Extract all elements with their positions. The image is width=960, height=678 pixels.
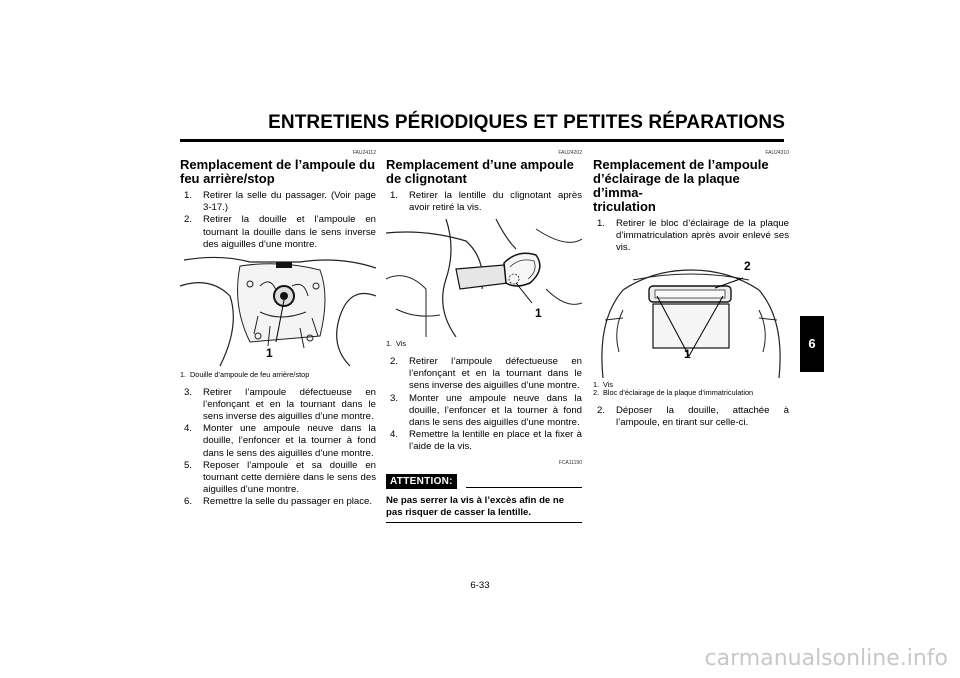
attention-text: Ne pas serrer la vis à l’excès afin de ne pas risquer de casser la lentille. <box>386 495 582 523</box>
section-title-line: Remplacement de l’ampoule <box>593 157 769 172</box>
section-license-plate-light <box>593 150 789 429</box>
step-item <box>182 214 376 251</box>
section-title: Remplacement de l’ampoule du feu arrière/stop <box>180 157 376 186</box>
step-item <box>388 190 582 214</box>
step-number: 6. <box>184 496 193 508</box>
step-text: Déposer la douille, attachée à l’ampoule, en tirant sur celle-ci. <box>616 404 789 428</box>
step-text: Retirer la lentille du clignotant après avoir retiré la vis. <box>409 190 582 214</box>
figure-captions <box>593 381 789 398</box>
steps-list <box>180 387 376 509</box>
header-rule <box>180 139 784 142</box>
caption-number: 1. <box>180 370 187 380</box>
attention-rule <box>466 487 582 489</box>
figure-label-1: 1 <box>684 347 691 361</box>
step-item <box>182 460 376 497</box>
step-item <box>595 405 789 429</box>
chapter-tab[interactable]: 6 <box>800 316 824 372</box>
attention-code: FCA11190 <box>558 459 582 466</box>
section-title <box>593 158 789 214</box>
caption-number: 1. <box>386 339 393 349</box>
caption-text: Vis <box>603 379 614 389</box>
tail-light-illustration <box>180 256 376 368</box>
step-text: Retirer le bloc d’éclairage de la plaque d’immatriculation après avoir enlevé ses vis. <box>616 218 789 254</box>
figure-label-1: 1 <box>535 306 542 320</box>
section-code: FAU24310 <box>765 150 789 156</box>
step-text: Monter une ampoule neuve dans la douille, l’enfoncer et la tourner à fond dans le sens des aiguilles d’une montre. <box>409 392 582 429</box>
step-item <box>182 387 376 424</box>
step-text: Retirer la selle du passager. (Voir page 3-17.) <box>203 190 376 214</box>
steps-list <box>180 190 376 251</box>
section-code: FAU24202 <box>558 150 582 156</box>
step-text: Retirer la douille et l’ampoule en tournant la douille dans le sens inverse des aiguilles d’une montre. <box>203 214 376 250</box>
section-code: FAU24112 <box>352 150 376 156</box>
caption-item <box>593 389 789 398</box>
step-item <box>182 423 376 460</box>
step-number: 2. <box>390 356 399 367</box>
step-text: Remettre la lentille en place et la fixer à l’aide de la vis. <box>409 429 582 453</box>
caption-text: Bloc d’éclairage de la plaque d’immatriculation <box>603 388 754 398</box>
step-number: 3. <box>390 392 399 404</box>
step-item <box>388 356 582 393</box>
step-text: Monter une ampoule neuve dans la douille, l’enfoncer et la tourner à fond dans le sens des aiguilles d’une montre. <box>203 423 376 459</box>
step-number: 1. <box>184 190 193 201</box>
caption-item <box>180 371 376 380</box>
caption-item <box>386 340 582 349</box>
step-text: Retirer l’ampoule défectueuse en l’enfonçant et en la tournant dans le sens inverse des aiguilles d’une montre. <box>409 356 582 392</box>
figure-captions <box>180 371 376 380</box>
step-number: 4. <box>184 423 193 435</box>
caption-number: 2. <box>593 388 600 398</box>
step-number: 4. <box>390 429 399 441</box>
section-title-line: d’éclairage de la plaque d’imma- <box>593 171 740 200</box>
section-turn-signal <box>386 150 582 523</box>
attention-label: ATTENTION: <box>386 474 457 489</box>
steps-list <box>593 218 789 255</box>
page-header-title: ENTRETIENS PÉRIODIQUES ET PETITES RÉPARATIONS <box>268 112 785 133</box>
step-number: 1. <box>597 218 606 229</box>
figure-captions <box>386 340 582 349</box>
step-item <box>388 393 582 430</box>
watermark-text[interactable]: carmanualsonline.info <box>704 646 948 671</box>
step-item <box>388 429 582 453</box>
caption-text: Douille d’ampoule de feu arrière/stop <box>190 370 310 380</box>
step-number: 2. <box>184 214 193 226</box>
step-number: 5. <box>184 459 193 471</box>
step-item <box>182 496 376 508</box>
license-plate-light-illustration <box>593 260 789 378</box>
step-number: 2. <box>597 404 606 416</box>
steps-list <box>386 190 582 214</box>
step-number: 3. <box>184 386 193 398</box>
step-item <box>595 218 789 255</box>
page-number: 6-33 <box>470 580 490 591</box>
figure-label-1: 1 <box>266 346 273 360</box>
step-number: 1. <box>390 190 399 201</box>
section-title-line: triculation <box>593 199 656 214</box>
step-item <box>182 190 376 214</box>
section-title: Remplacement d’une ampoule de clignotant <box>386 157 574 186</box>
steps-list <box>593 405 789 429</box>
step-text: Reposer l’ampoule et sa douille en tournant cette dernière dans le sens des aiguilles d’une montre. <box>203 459 376 496</box>
caption-text: Vis <box>396 339 407 349</box>
caption-number: 1. <box>593 379 600 389</box>
figure-label-2: 2 <box>744 259 751 273</box>
section-tail-light <box>180 150 376 509</box>
turn-signal-illustration <box>386 219 582 337</box>
attention-header <box>386 474 582 489</box>
step-text: Retirer l’ampoule défectueuse en l’enfonçant et en la tournant dans le sens inverse des aiguilles d’une montre. <box>203 386 376 423</box>
step-text: Remettre la selle du passager en place. <box>203 496 373 508</box>
steps-list <box>386 356 582 454</box>
